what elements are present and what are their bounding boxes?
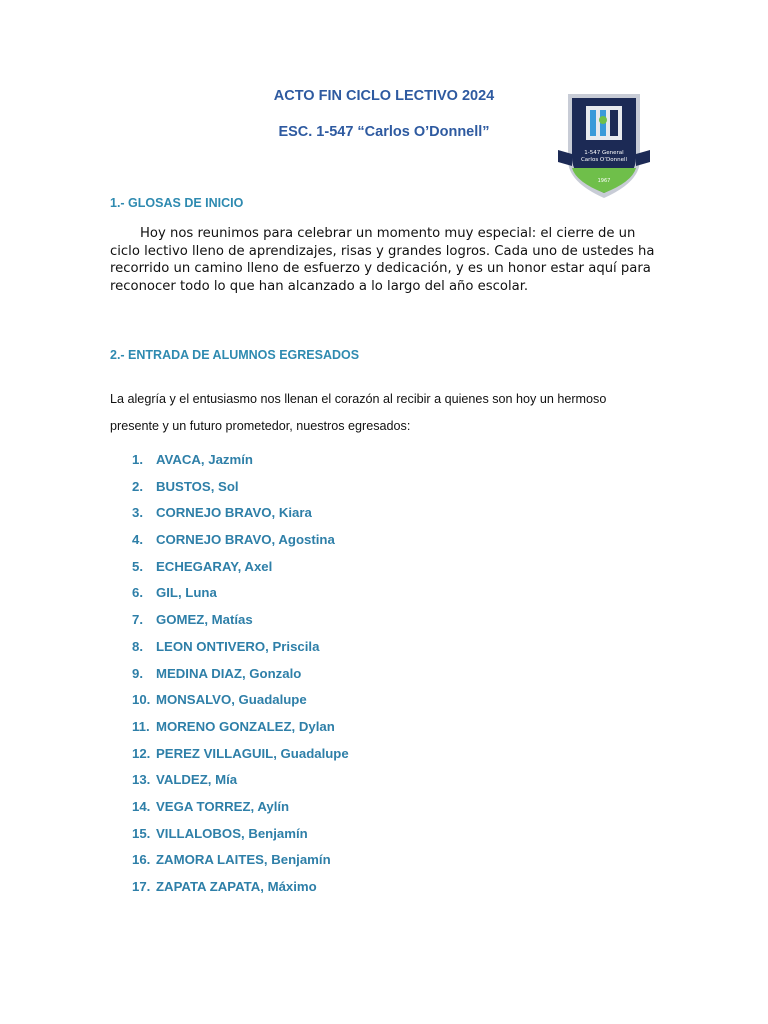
student-name: AVACA, Jazmín [156,452,253,467]
list-item-number: 1. [132,452,143,467]
logo-line1: 1-547 General [584,150,624,156]
list-item [132,451,349,478]
list-item-number: 5. [132,558,143,574]
student-name: ZAMORA LAITES, Benjamín [156,852,331,868]
list-item [132,478,349,505]
student-name: CORNEJO BRAVO, Agostina [156,532,335,548]
list-item [132,798,349,825]
list-item-number: 6. [132,585,143,601]
document-title: ACTO FIN CICLO LECTIVO 2024 [273,88,495,104]
list-item [132,638,349,665]
list-item-number: 2. [132,478,143,494]
list-item [132,584,349,611]
student-name: VEGA TORREZ, Aylín [156,798,290,814]
list-item [132,851,349,878]
list-item-number: 10. [132,692,151,708]
section2-paragraph: La alegría y el entusiasmo nos llenan el corazón al recibir a quienes son hoy un hermoso presente y un futuro prometedor, nuestros egresados: [110,392,607,433]
student-name: LEON ONTIVERO, Priscila [156,638,320,654]
list-item-number: 12. [132,745,151,761]
list-item [132,745,349,772]
student-name: GIL, Luna [156,585,217,601]
school-name: ESC. 1-547 “Carlos O’Donnell” [278,124,490,140]
logo-year: 1967 [597,178,611,184]
student-name: ECHEGARAY, Axel [156,558,273,574]
list-item [132,665,349,692]
list-item-number: 15. [132,825,151,841]
list-item [132,558,349,585]
student-name: GOMEZ, Matías [156,612,253,628]
list-item-number: 13. [132,772,151,788]
list-item-number: 8. [132,638,143,654]
section2-heading: 2.- ENTRADA DE ALUMNOS EGRESADOS [110,348,360,362]
student-name: MORENO GONZALEZ, Dylan [156,718,335,734]
student-name: ZAPATA ZAPATA, Máximo [156,879,317,894]
student-name: MEDINA DIAZ, Gonzalo [156,665,302,681]
list-item-number: 17. [132,879,151,894]
list-item [132,878,349,905]
list-item-number: 3. [132,505,143,521]
list-item [132,718,349,745]
list-item-number: 9. [132,665,143,681]
student-name: VALDEZ, Mía [156,772,238,788]
section1-text: Hoy nos reunimos para celebrar un momento muy especial: el cierre de un ciclo lectivo lleno de aprendizajes, risas y grandes logros. Cada uno de ustedes ha recorrido un camino lleno de esfuerzo y dedicación, y es un honor estar aquí para reconocer todo lo que han alcanzado a lo largo del año escolar. [110,226,655,294]
list-item [132,504,349,531]
graduates-list [132,451,349,905]
student-name: CORNEJO BRAVO, Kiara [156,505,312,521]
list-item-number: 11. [132,718,150,734]
student-name: PEREZ VILLAGUIL, Guadalupe [156,745,349,761]
list-item [132,531,349,558]
student-name: BUSTOS, Sol [156,478,239,494]
list-item [132,825,349,852]
list-item-number: 7. [132,612,143,628]
school-crest-logo [556,90,652,202]
student-name: VILLALOBOS, Benjamín [156,825,308,841]
list-item-number: 4. [132,532,143,548]
list-item [132,691,349,718]
student-name: MONSALVO, Guadalupe [156,692,307,708]
list-item-number: 16. [132,852,151,868]
list-item [132,611,349,638]
list-item [132,771,349,798]
section1-paragraph [110,225,658,295]
section1-heading: 1.- GLOSAS DE INICIO [110,196,244,210]
list-item-number: 14. [132,798,151,814]
logo-line2: Carlos O’Donnell [580,157,628,163]
